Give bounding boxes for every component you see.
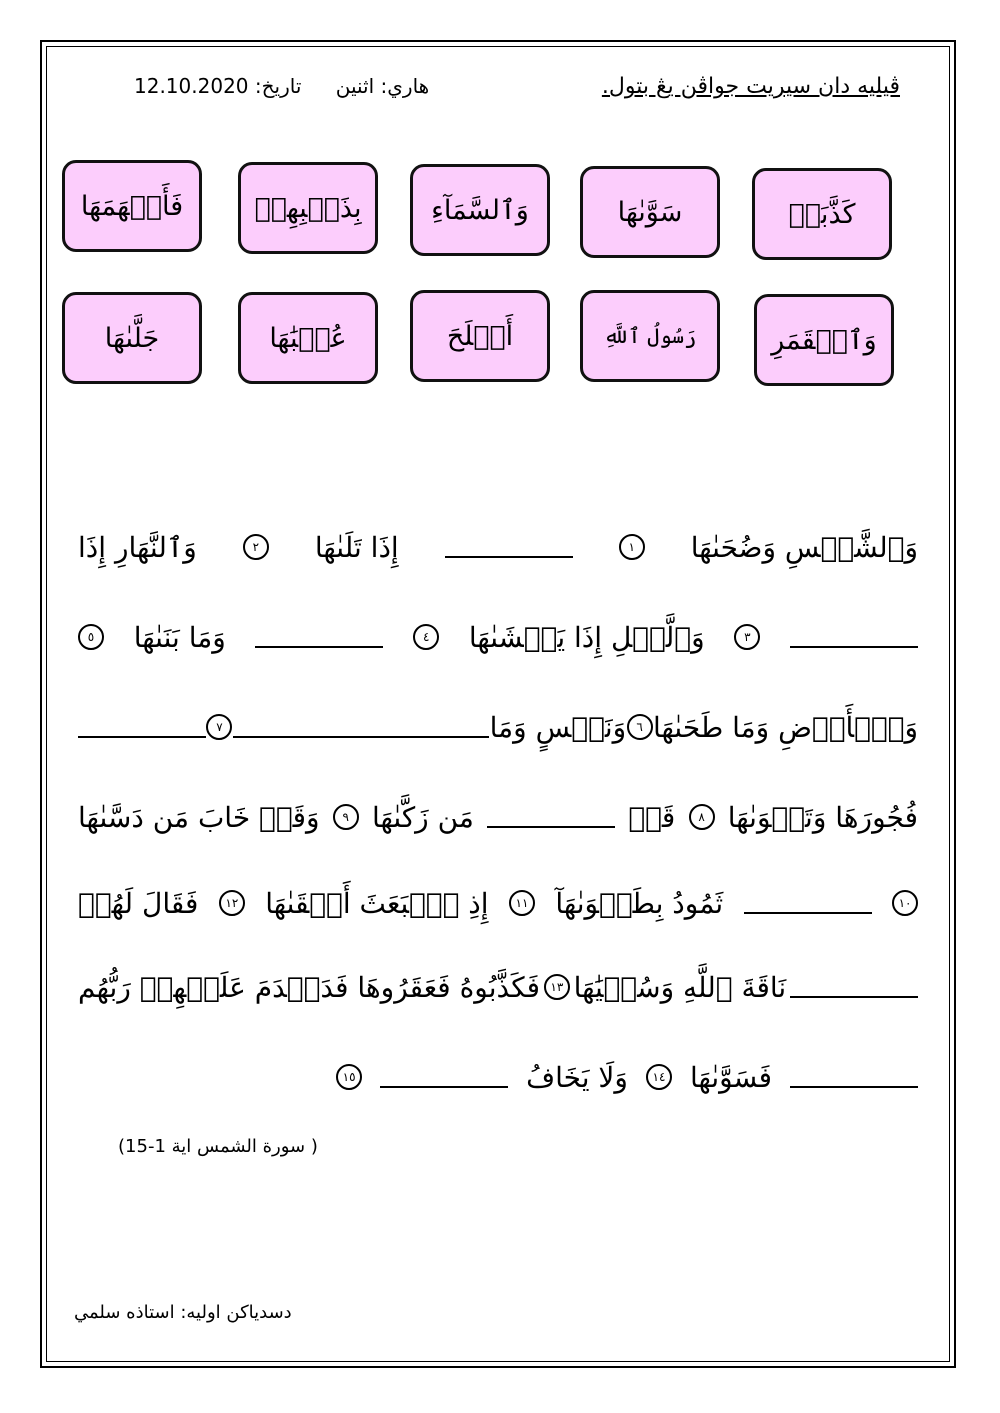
ayah-marker: ٧ — [206, 714, 232, 740]
answer-blank[interactable] — [790, 1066, 918, 1088]
ayah-marker: ١٥ — [336, 1064, 362, 1090]
ayah-marker: ٥ — [78, 624, 104, 650]
verse-text: وَلَا يَخَافُ — [526, 1060, 628, 1094]
day-label: هاري: اثنين — [335, 74, 430, 98]
verse-text: إِذَا تَلَىٰهَا — [314, 530, 399, 564]
word-card[interactable]: رَسُولُ ٱللَّهِ — [580, 290, 720, 382]
word-card[interactable]: عُقۡبَٰهَا — [238, 292, 378, 384]
word-card[interactable]: فَأَلۡهَمَهَا — [62, 160, 202, 252]
word-card[interactable]: سَوَّىٰهَا — [580, 166, 720, 258]
ayah-marker: ١٤ — [646, 1064, 672, 1090]
verse-text: وَقَدۡ خَابَ مَن دَسَّىٰهَا — [78, 800, 320, 834]
word-card[interactable]: وَٱلسَّمَآءِ — [410, 164, 550, 256]
answer-blank[interactable] — [790, 976, 918, 998]
author-credit: دسدياکن اوليه: استاذه سلمي — [74, 1302, 292, 1323]
answer-blank[interactable] — [78, 716, 206, 738]
ayah-marker: ٢ — [243, 534, 269, 560]
ayah-marker: ٨ — [689, 804, 715, 830]
header-date-info — [106, 74, 429, 98]
verse-text: إِذِ ٱنۢبَعَثَ أَشۡقَىٰهَا — [265, 886, 489, 920]
verse-line — [78, 792, 918, 842]
word-card[interactable]: كَذَّبَتۡ — [752, 168, 892, 260]
verse-text: فَسَوَّىٰهَا — [689, 1060, 772, 1094]
answer-blank[interactable] — [233, 716, 361, 738]
verse-line — [78, 962, 918, 1012]
verse-text: قَدۡ — [628, 800, 676, 834]
ayah-marker: ٩ — [333, 804, 359, 830]
ayah-marker: ٦ — [627, 714, 653, 740]
ayah-marker: ١٢ — [219, 890, 245, 916]
verse-line — [78, 878, 918, 928]
ayah-marker: ١ — [619, 534, 645, 560]
answer-blank[interactable] — [380, 1066, 508, 1088]
verse-text: وَٱلنَّهَارِ إِذَا — [78, 530, 197, 564]
verse-text: نَاقَةَ ٱللَّهِ وَسُقۡيَٰهَا — [573, 970, 787, 1004]
ayah-marker: ٤ — [413, 624, 439, 650]
word-card[interactable]: أَفۡلَحَ — [410, 290, 550, 382]
answer-blank[interactable] — [361, 716, 489, 738]
verse-line — [78, 612, 918, 662]
verse-text: وَنَفۡسٍ وَمَا — [489, 710, 627, 744]
ayah-marker: ١٣ — [544, 974, 570, 1000]
verse-text: وَٱلۡأَرۡضِ وَمَا طَحَىٰهَا — [652, 710, 918, 744]
answer-blank[interactable] — [445, 536, 573, 558]
word-card[interactable]: بِذَنۢبِهِمۡ — [238, 162, 378, 254]
verse-text: فُجُورَهَا وَتَقۡوَىٰهَا — [727, 800, 918, 834]
verse-text: وَمَا بَنَىٰهَا — [133, 620, 226, 654]
answer-blank[interactable] — [790, 626, 918, 648]
answer-blank[interactable] — [255, 626, 383, 648]
surah-reference: ( سورة الشمس اية 1-15) — [118, 1136, 318, 1157]
verse-text: فَكَذَّبُوهُ فَعَقَرُوهَا فَدَمۡدَمَ عَلَيۡهِمۡ رَبُّهُم — [78, 970, 541, 1004]
verse-line — [78, 702, 918, 752]
verse-line — [78, 1052, 918, 1102]
verse-line — [78, 522, 918, 572]
ayah-marker: ٣ — [734, 624, 760, 650]
word-card[interactable]: وَٱلۡقَمَرِ — [754, 294, 894, 386]
date-label: تاريخ: 12.10.2020 — [134, 74, 302, 98]
answer-blank[interactable] — [487, 806, 615, 828]
verse-text: فَقَالَ لَهُمۡ — [78, 886, 199, 920]
verse-text: وَٱلَّيۡلِ إِذَا يَغۡشَىٰهَا — [468, 620, 705, 654]
ayah-marker: ١١ — [509, 890, 535, 916]
verse-text: مَن زَكَّىٰهَا — [371, 800, 474, 834]
verse-text: وَٱلشَّمۡسِ وَضُحَىٰهَا — [690, 530, 918, 564]
word-card[interactable]: جَلَّىٰهَا — [62, 292, 202, 384]
answer-blank[interactable] — [744, 892, 872, 914]
ayah-marker: ١٠ — [892, 890, 918, 916]
verse-text: ثَمُودُ بِطَغۡوَىٰهَآ — [555, 886, 724, 920]
instruction-title: ڤيليه دان سيريت جواڤن يڠ بتول. — [601, 74, 900, 99]
